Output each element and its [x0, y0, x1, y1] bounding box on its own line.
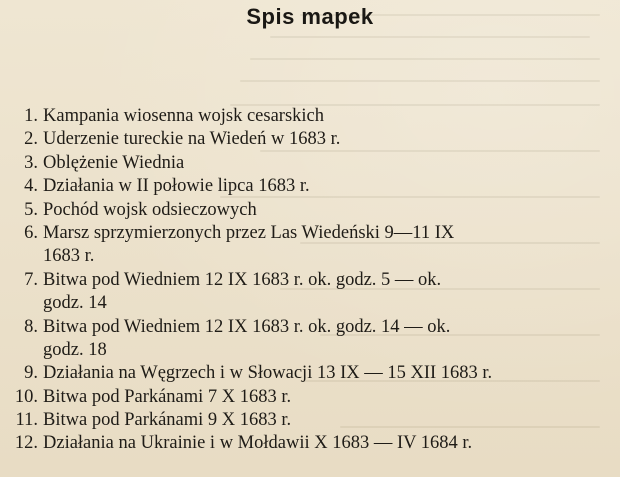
map-title-text: Uderzenie tureckie na Wiedeń w 1683 r. [43, 129, 341, 150]
map-number: 4. [24, 176, 38, 197]
map-list-item [0, 432, 620, 455]
map-list-item [0, 128, 620, 151]
map-number: 10. [14, 386, 38, 407]
map-list-item [0, 175, 620, 198]
map-number: 3. [24, 152, 38, 173]
map-title-text: 1683 r. [43, 246, 95, 267]
page-title: Spis mapek [246, 4, 374, 29]
map-entry-line [0, 316, 620, 339]
map-title-text: Bitwa pod Parkánami 9 X 1683 r. [43, 410, 292, 431]
map-number: 11. [15, 410, 38, 431]
map-list-item [0, 362, 620, 385]
map-title-text: Bitwa pod Wiedniem 12 IX 1683 r. ok. godz. 14 — ok. [43, 316, 451, 337]
map-title-text: Działania na Węgrzech i w Słowacji 13 IX — 15 XII 1683 r. [43, 363, 493, 384]
map-list-item [0, 152, 620, 175]
map-list-item [0, 386, 620, 409]
map-entry-line [0, 386, 620, 409]
map-entry-line [0, 105, 620, 128]
map-number: 1. [24, 106, 38, 126]
map-title-text: Kampania wiosenna wojsk cesarskich [43, 106, 325, 126]
map-number: 12. [14, 433, 38, 454]
map-title-text: Pochód wojsk odsieczowych [43, 199, 257, 220]
map-number: 9. [24, 363, 38, 384]
map-title-text: Działania na Ukrainie i w Mołdawii X 1683 — IV 1684 r. [43, 433, 473, 454]
map-title-text: Bitwa pod Wiedniem 12 IX 1683 r. ok. godz. 5 — ok. [43, 269, 442, 290]
map-entry-line [0, 432, 620, 455]
map-entry-line [0, 128, 620, 151]
map-entry-line [0, 269, 620, 292]
map-title-text: Oblężenie Wiednia [43, 152, 185, 173]
map-entry-line [0, 362, 620, 385]
map-title-text: godz. 18 [43, 339, 107, 360]
map-list-item [0, 222, 620, 269]
map-list-item [0, 105, 620, 128]
map-entry-line [0, 152, 620, 175]
map-list [0, 105, 620, 456]
map-list-item [0, 316, 620, 363]
map-title-text: Bitwa pod Parkánami 7 X 1683 r. [43, 386, 292, 407]
map-entry-line [0, 409, 620, 432]
map-entry-line [0, 175, 620, 198]
map-title-text: Marsz sprzymierzonych przez Las Wiedeński 9—11 IX [43, 222, 455, 243]
map-entry-continuation [0, 245, 620, 268]
map-entry-line [0, 222, 620, 245]
map-number: 8. [24, 316, 38, 337]
map-number: 2. [24, 129, 38, 150]
map-entry-line [0, 199, 620, 222]
map-entry-continuation [0, 292, 620, 315]
map-list-item [0, 409, 620, 432]
map-title-text: Działania w II połowie lipca 1683 r. [43, 176, 310, 197]
map-number: 7. [24, 269, 38, 290]
map-number: 6. [24, 222, 38, 243]
map-title-text: godz. 14 [43, 293, 107, 314]
map-number: 5. [24, 199, 38, 220]
map-list-item [0, 269, 620, 316]
map-entry-continuation [0, 339, 620, 362]
map-list-item [0, 199, 620, 222]
